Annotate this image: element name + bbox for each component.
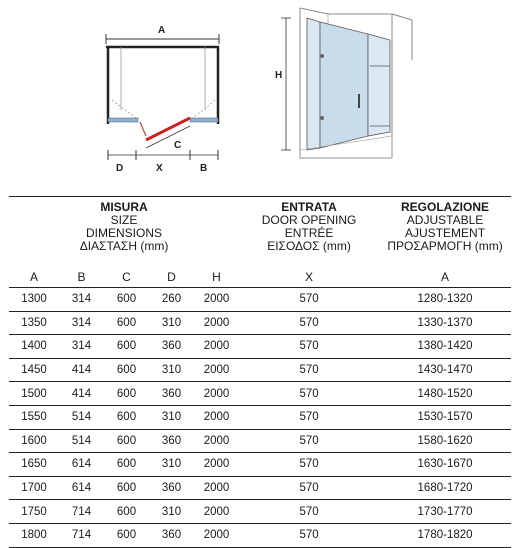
table-cell: 1650 — [9, 453, 59, 477]
group-header-door-opening — [239, 197, 379, 268]
table-cell: 1500 — [9, 382, 59, 406]
group-header-size — [9, 197, 239, 268]
table-cell: 600 — [104, 476, 149, 500]
glass-panel-left — [307, 18, 320, 150]
table-cell: 1730-1770 — [379, 500, 511, 524]
table-cell: 310 — [149, 405, 194, 429]
table-cell: 360 — [149, 335, 194, 359]
table-cell: 1700 — [9, 476, 59, 500]
table-cell: 1430-1470 — [379, 358, 511, 382]
table-cell: 1280-1320 — [379, 288, 511, 312]
table-cell: 570 — [239, 405, 379, 429]
hinge-top — [320, 54, 324, 58]
column-header: C — [104, 267, 149, 288]
table-cell: 360 — [149, 382, 194, 406]
swing-arc-left — [112, 100, 136, 118]
table-cell: 414 — [59, 382, 104, 406]
table-cell: 570 — [239, 429, 379, 453]
table-cell: 1450 — [9, 358, 59, 382]
table-cell: 570 — [239, 382, 379, 406]
door-direction-marker — [140, 122, 146, 136]
table-row — [9, 500, 511, 524]
table-cell: 360 — [149, 429, 194, 453]
door-handle — [358, 94, 360, 108]
table-cell: 2000 — [194, 429, 239, 453]
table-row — [9, 429, 511, 453]
table-cell: 1780-1820 — [379, 523, 511, 547]
table-row — [9, 288, 511, 312]
table-cell: 1600 — [9, 429, 59, 453]
table-cell: 600 — [104, 405, 149, 429]
dimension-a — [106, 25, 219, 44]
plan-view-diagram — [0, 0, 516, 190]
table-cell: 570 — [239, 523, 379, 547]
table-cell: 1480-1520 — [379, 382, 511, 406]
label-x: X — [156, 163, 163, 174]
group-line: ADJUSTABLE — [406, 213, 484, 227]
table-cell: 2000 — [194, 335, 239, 359]
table-cell: 310 — [149, 453, 194, 477]
table-row — [9, 311, 511, 335]
glass-panel-right — [368, 34, 390, 136]
column-header: A — [379, 267, 511, 288]
table-cell: 314 — [59, 288, 104, 312]
column-header: X — [239, 267, 379, 288]
table-cell: 360 — [149, 476, 194, 500]
table-cell: 1800 — [9, 523, 59, 547]
table-cell: 600 — [104, 335, 149, 359]
table-group-header-row — [9, 197, 511, 268]
table-cell: 570 — [239, 453, 379, 477]
group-line: ΔΙΑΣΤΑΣΗ (mm) — [79, 239, 169, 253]
table-row — [9, 453, 511, 477]
table-cell: 1330-1370 — [379, 311, 511, 335]
table-row — [9, 405, 511, 429]
table-cell: 570 — [239, 500, 379, 524]
table-cell: 310 — [149, 311, 194, 335]
table-cell: 2000 — [194, 358, 239, 382]
table-cell: 2000 — [194, 382, 239, 406]
group-header-adjustable — [379, 197, 511, 268]
table-cell: 570 — [239, 311, 379, 335]
table-cell: 1550 — [9, 405, 59, 429]
table-row — [9, 358, 511, 382]
table-cell: 1350 — [9, 311, 59, 335]
group-line: ΕΙΣΟΔΟΣ (mm) — [267, 239, 351, 253]
table-cell: 310 — [149, 500, 194, 524]
table-cell: 514 — [59, 429, 104, 453]
table-cell: 2000 — [194, 288, 239, 312]
wall-outline — [106, 47, 219, 124]
dimension-dxb — [108, 150, 218, 174]
table-cell: 570 — [239, 358, 379, 382]
table-cell: 1680-1720 — [379, 476, 511, 500]
table-row — [9, 335, 511, 359]
table-cell: 1530-1570 — [379, 405, 511, 429]
table-cell: 570 — [239, 476, 379, 500]
table-cell: 600 — [104, 311, 149, 335]
table-cell: 2000 — [194, 453, 239, 477]
table-cell: 570 — [239, 288, 379, 312]
table-cell: 2000 — [194, 311, 239, 335]
group-line: ENTRÉE — [284, 226, 334, 240]
swing-arc-right — [192, 100, 215, 118]
table-column-header-row — [9, 267, 511, 288]
label-d: D — [116, 163, 124, 174]
table-cell: 2000 — [194, 476, 239, 500]
table-cell: 2000 — [194, 500, 239, 524]
table-cell: 260 — [149, 288, 194, 312]
table-cell: 600 — [104, 523, 149, 547]
table-cell: 514 — [59, 405, 104, 429]
table-cell: 2000 — [194, 405, 239, 429]
fixed-panel-left — [108, 118, 138, 122]
table-cell: 714 — [59, 523, 104, 547]
table-cell: 600 — [104, 429, 149, 453]
table-cell: 600 — [104, 382, 149, 406]
table-cell: 414 — [59, 358, 104, 382]
column-header: B — [59, 267, 104, 288]
column-header: H — [194, 267, 239, 288]
table-cell: 1630-1670 — [379, 453, 511, 477]
table-cell: 1580-1620 — [379, 429, 511, 453]
table-cell: 600 — [104, 500, 149, 524]
group-title: REGOLAZIONE — [401, 200, 490, 214]
table-cell: 1400 — [9, 335, 59, 359]
column-header: D — [149, 267, 194, 288]
table-cell: 614 — [59, 453, 104, 477]
table-cell: 1300 — [9, 288, 59, 312]
column-header: A — [9, 267, 59, 288]
group-line: SIZE — [110, 213, 138, 227]
table-cell: 600 — [104, 453, 149, 477]
table-cell: 600 — [104, 288, 149, 312]
fixed-panel-right — [190, 118, 218, 122]
group-line: DOOR OPENING — [261, 213, 357, 227]
glass-door-panel — [320, 22, 368, 148]
table-row — [9, 382, 511, 406]
table-cell: 600 — [104, 358, 149, 382]
hinge-bottom — [320, 116, 324, 120]
table-cell: 314 — [59, 335, 104, 359]
table-cell: 310 — [149, 358, 194, 382]
table-cell: 614 — [59, 476, 104, 500]
label-b: B — [200, 163, 208, 174]
diagrams-area — [0, 0, 516, 190]
group-title: MISURA — [100, 200, 148, 214]
group-title: ENTRATA — [281, 200, 337, 214]
dimensions-table — [9, 196, 511, 548]
table-row — [9, 476, 511, 500]
label-h: H — [275, 70, 283, 81]
label-c: C — [174, 140, 182, 151]
table-row — [9, 523, 511, 547]
perspective-view-diagram — [275, 8, 412, 158]
table-body — [9, 288, 511, 548]
table-cell: 714 — [59, 500, 104, 524]
group-line: DIMENSIONS — [86, 226, 163, 240]
table-cell: 2000 — [194, 523, 239, 547]
table-cell: 1380-1420 — [379, 335, 511, 359]
table-cell: 314 — [59, 311, 104, 335]
label-a: A — [158, 25, 166, 36]
table-cell: 570 — [239, 335, 379, 359]
table-cell: 1750 — [9, 500, 59, 524]
table-cell: 360 — [149, 523, 194, 547]
group-line: ΠΡΟΣΑΡΜΟΓΗ (mm) — [387, 239, 503, 253]
group-line: AJUSTEMENT — [405, 226, 486, 240]
